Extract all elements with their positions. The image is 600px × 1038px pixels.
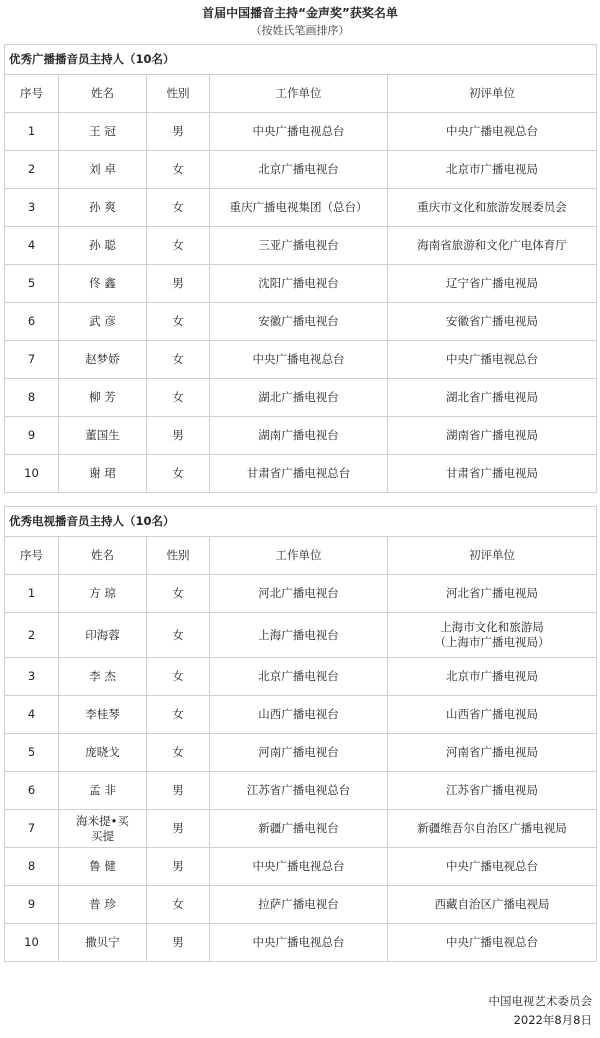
gender-cell: 女 [147,455,210,493]
name-cell: 撒贝宁 [59,924,147,962]
nominator-cell: 西藏自治区广播电视局 [388,886,597,924]
gender-cell: 女 [147,613,210,658]
gender-cell: 女 [147,575,210,613]
nominator-cell: 江苏省广播电视局 [388,772,597,810]
nominator-cell: 河北省广播电视局 [388,575,597,613]
column-header: 工作单位 [210,537,388,575]
column-header: 性别 [147,537,210,575]
table-header-row [5,537,597,575]
name-cell: 孙 聪 [59,227,147,265]
employer-cell: 上海广播电视台 [210,613,388,658]
gender-cell: 女 [147,151,210,189]
radio-hosts-table [4,44,597,493]
table-row [5,151,597,189]
table-header-row [5,75,597,113]
gender-cell: 女 [147,303,210,341]
page-title: 首届中国播音主持“金声奖”获奖名单 [202,6,398,20]
gender-cell: 男 [147,265,210,303]
table-row [5,303,597,341]
column-header: 序号 [5,537,59,575]
serial-cell: 6 [5,303,59,341]
table-row [5,886,597,924]
nominator-cell: 海南省旅游和文化广电体育厅 [388,227,597,265]
nominator-cell: 湖北省广播电视局 [388,379,597,417]
name-cell: 普 珍 [59,886,147,924]
employer-cell: 山西广播电视台 [210,696,388,734]
serial-cell: 8 [5,848,59,886]
nominator-cell: 新疆维吾尔自治区广播电视局 [388,810,597,848]
employer-cell: 中央广播电视总台 [210,848,388,886]
name-cell: 董国生 [59,417,147,455]
section-title-row [5,507,597,537]
table-row [5,810,597,848]
serial-cell: 3 [5,658,59,696]
column-header: 工作单位 [210,75,388,113]
table-row [5,734,597,772]
employer-cell: 新疆广播电视台 [210,810,388,848]
table-row [5,696,597,734]
nominator-cell: 中央广播电视总台 [388,341,597,379]
serial-cell: 10 [5,924,59,962]
name-cell: 刘 卓 [59,151,147,189]
serial-cell: 9 [5,886,59,924]
serial-cell: 10 [5,455,59,493]
employer-cell: 江苏省广播电视总台 [210,772,388,810]
name-cell: 海米提•买 买提 [59,810,147,848]
nominator-cell: 北京市广播电视局 [388,151,597,189]
table-row [5,924,597,962]
gender-cell: 女 [147,734,210,772]
gender-cell: 男 [147,113,210,151]
name-cell: 孙 爽 [59,189,147,227]
serial-cell: 1 [5,575,59,613]
serial-cell: 7 [5,810,59,848]
table-row [5,575,597,613]
table-row [5,417,597,455]
gender-cell: 女 [147,189,210,227]
name-cell: 柳 芳 [59,379,147,417]
nominator-cell: 中央广播电视总台 [388,848,597,886]
nominator-cell: 安徽省广播电视局 [388,303,597,341]
nominator-cell: 山西省广播电视局 [388,696,597,734]
column-header: 姓名 [59,75,147,113]
serial-cell: 9 [5,417,59,455]
employer-cell: 沈阳广播电视台 [210,265,388,303]
name-cell: 印海蓉 [59,613,147,658]
table-row [5,379,597,417]
employer-cell: 北京广播电视台 [210,151,388,189]
employer-cell: 安徽广播电视台 [210,303,388,341]
name-cell: 王 冠 [59,113,147,151]
employer-cell: 河南广播电视台 [210,734,388,772]
employer-cell: 湖南广播电视台 [210,417,388,455]
nominator-cell: 中央广播电视总台 [388,113,597,151]
table-row [5,227,597,265]
employer-cell: 河北广播电视台 [210,575,388,613]
table-row [5,658,597,696]
name-cell: 方 琼 [59,575,147,613]
issue-date: 2022年8月8日 [513,1013,592,1027]
name-cell: 李桂琴 [59,696,147,734]
employer-cell: 拉萨广播电视台 [210,886,388,924]
tv-hosts-body [5,507,597,962]
name-cell: 李 杰 [59,658,147,696]
name-cell: 庞晓戈 [59,734,147,772]
section-title: 优秀广播播音员主持人（10名） [5,45,597,75]
name-cell: 谢 珺 [59,455,147,493]
serial-cell: 5 [5,734,59,772]
serial-cell: 6 [5,772,59,810]
employer-cell: 湖北广播电视台 [210,379,388,417]
nominator-cell: 中央广播电视总台 [388,924,597,962]
table-row [5,341,597,379]
gender-cell: 男 [147,810,210,848]
employer-cell: 重庆广播电视集团（总台） [210,189,388,227]
nominator-cell: 湖南省广播电视局 [388,417,597,455]
table-row [5,113,597,151]
gender-cell: 男 [147,848,210,886]
column-header: 性别 [147,75,210,113]
employer-cell: 中央广播电视总台 [210,924,388,962]
gender-cell: 女 [147,658,210,696]
column-header: 序号 [5,75,59,113]
name-cell: 赵梦娇 [59,341,147,379]
employer-cell: 三亚广播电视台 [210,227,388,265]
tv-hosts-table [4,506,597,962]
gender-cell: 女 [147,886,210,924]
name-cell: 佟 鑫 [59,265,147,303]
section-title-row [5,45,597,75]
name-cell: 孟 非 [59,772,147,810]
serial-cell: 4 [5,696,59,734]
radio-hosts-body [5,45,597,493]
page-subtitle: （按姓氏笔画排序） [250,24,350,37]
serial-cell: 7 [5,341,59,379]
gender-cell: 男 [147,417,210,455]
gender-cell: 女 [147,696,210,734]
serial-cell: 1 [5,113,59,151]
nominator-cell: 辽宁省广播电视局 [388,265,597,303]
serial-cell: 8 [5,379,59,417]
employer-cell: 甘肃省广播电视总台 [210,455,388,493]
serial-cell: 2 [5,613,59,658]
name-cell: 鲁 健 [59,848,147,886]
table-row [5,848,597,886]
issuer-org: 中国电视艺术委员会 [488,994,592,1008]
employer-cell: 中央广播电视总台 [210,113,388,151]
gender-cell: 女 [147,341,210,379]
gender-cell: 男 [147,772,210,810]
nominator-cell: 甘肃省广播电视局 [388,455,597,493]
column-header: 初评单位 [388,75,597,113]
table-row [5,613,597,658]
gender-cell: 男 [147,924,210,962]
gender-cell: 女 [147,379,210,417]
serial-cell: 2 [5,151,59,189]
section-title: 优秀电视播音员主持人（10名） [5,507,597,537]
table-row [5,455,597,493]
gender-cell: 女 [147,227,210,265]
nominator-cell: 河南省广播电视局 [388,734,597,772]
nominator-cell: 重庆市文化和旅游发展委员会 [388,189,597,227]
nominator-cell: 北京市广播电视局 [388,658,597,696]
table-row [5,265,597,303]
table-row [5,189,597,227]
table-row [5,772,597,810]
serial-cell: 4 [5,227,59,265]
column-header: 初评单位 [388,537,597,575]
serial-cell: 5 [5,265,59,303]
employer-cell: 北京广播电视台 [210,658,388,696]
nominator-cell: 上海市文化和旅游局 （上海市广播电视局） [388,613,597,658]
column-header: 姓名 [59,537,147,575]
name-cell: 武 彦 [59,303,147,341]
serial-cell: 3 [5,189,59,227]
employer-cell: 中央广播电视总台 [210,341,388,379]
